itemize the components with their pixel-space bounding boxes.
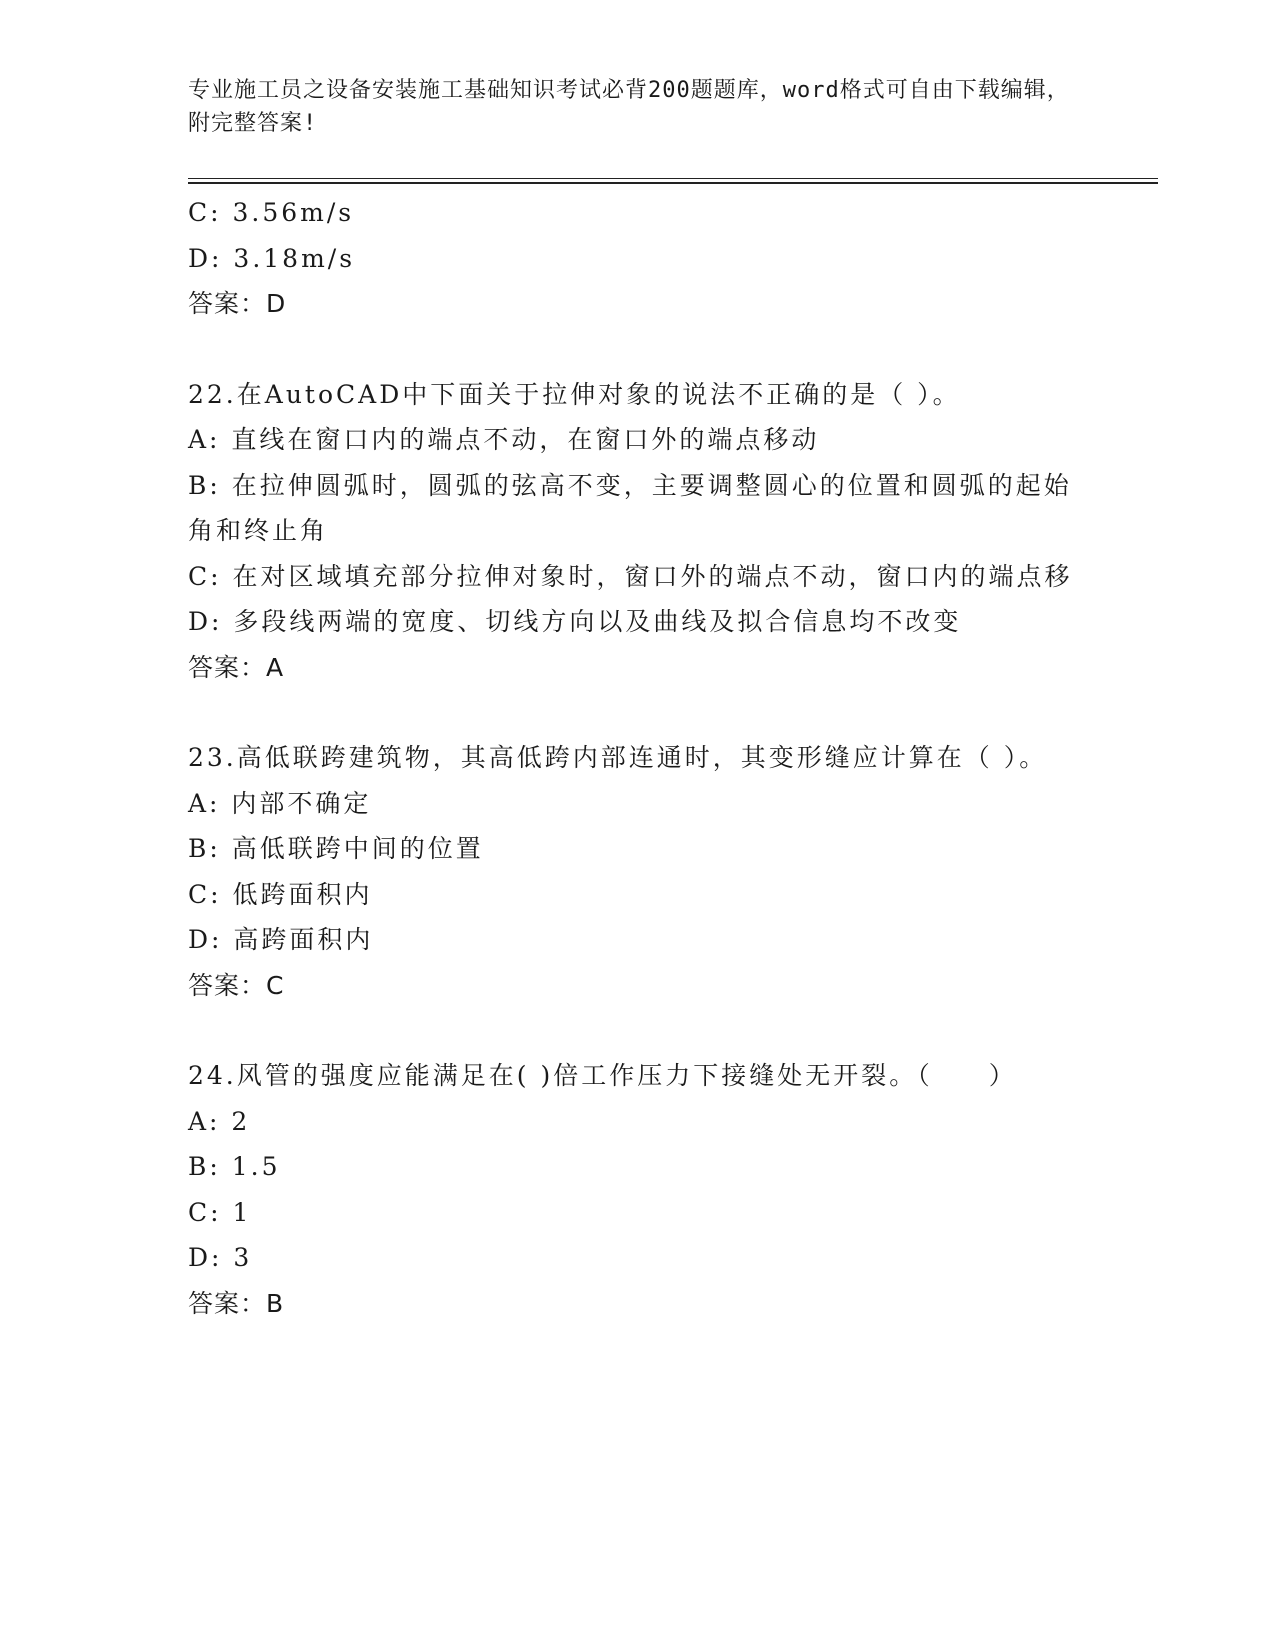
option-d: D: 3 xyxy=(188,1243,253,1272)
question-list xyxy=(188,190,1088,1326)
question-stem: 23.高低联跨建筑物，其高低跨内部连通时，其变形缝应计算在（ ）。 xyxy=(188,743,1048,772)
option-a: A: 直线在窗口内的端点不动，在窗口外的端点移动 xyxy=(188,425,820,454)
option-a: A: 内部不确定 xyxy=(188,788,372,818)
partial-question xyxy=(188,190,1088,327)
question-gap xyxy=(188,690,1088,735)
question-22 xyxy=(188,372,1088,691)
answer-line: 答案：B xyxy=(188,1288,285,1318)
question-stem: 22.在AutoCAD中下面关于拉伸对象的说法不正确的是（ ）。 xyxy=(188,379,961,409)
option-b: B: 高低联跨中间的位置 xyxy=(188,834,484,863)
header-rule-thick xyxy=(188,182,1158,184)
option-c: C: 在对区域填充部分拉伸对象时，窗口外的端点不动，窗口内的端点移 xyxy=(188,561,1073,591)
option-d: D: 3.18m/s xyxy=(188,243,356,273)
header-rule-thin xyxy=(188,178,1158,179)
option-b: B: 1.5 xyxy=(188,1152,281,1181)
page-header: 专业施工员之设备安装施工基础知识考试必背200题题库，word格式可自由下载编辑，附完整答案! xyxy=(188,78,1070,136)
option-a: A: 2 xyxy=(188,1106,251,1136)
option-d: D: 多段线两端的宽度、切线方向以及曲线及拟合信息均不改变 xyxy=(188,607,962,636)
question-24 xyxy=(188,1053,1088,1326)
option-c: C: 3.56m/s xyxy=(188,198,355,227)
question-gap xyxy=(188,327,1088,372)
question-stem: 24.风管的强度应能满足在( )倍工作压力下接缝处无开裂。（ ） xyxy=(188,1061,1017,1090)
answer-line: 答案：D xyxy=(188,289,287,318)
option-d: D: 高跨面积内 xyxy=(188,925,374,954)
question-gap xyxy=(188,1008,1088,1053)
option-c: C: 低跨面积内 xyxy=(188,879,373,909)
option-b: B: 在拉伸圆弧时，圆弧的弦高不变，主要调整圆心的位置和圆弧的起始角和终止角 xyxy=(188,470,1072,545)
answer-line: 答案：A xyxy=(188,652,285,682)
option-c: C: 1 xyxy=(188,1197,252,1227)
question-23 xyxy=(188,735,1088,1008)
answer-line: 答案：C xyxy=(188,970,285,1000)
